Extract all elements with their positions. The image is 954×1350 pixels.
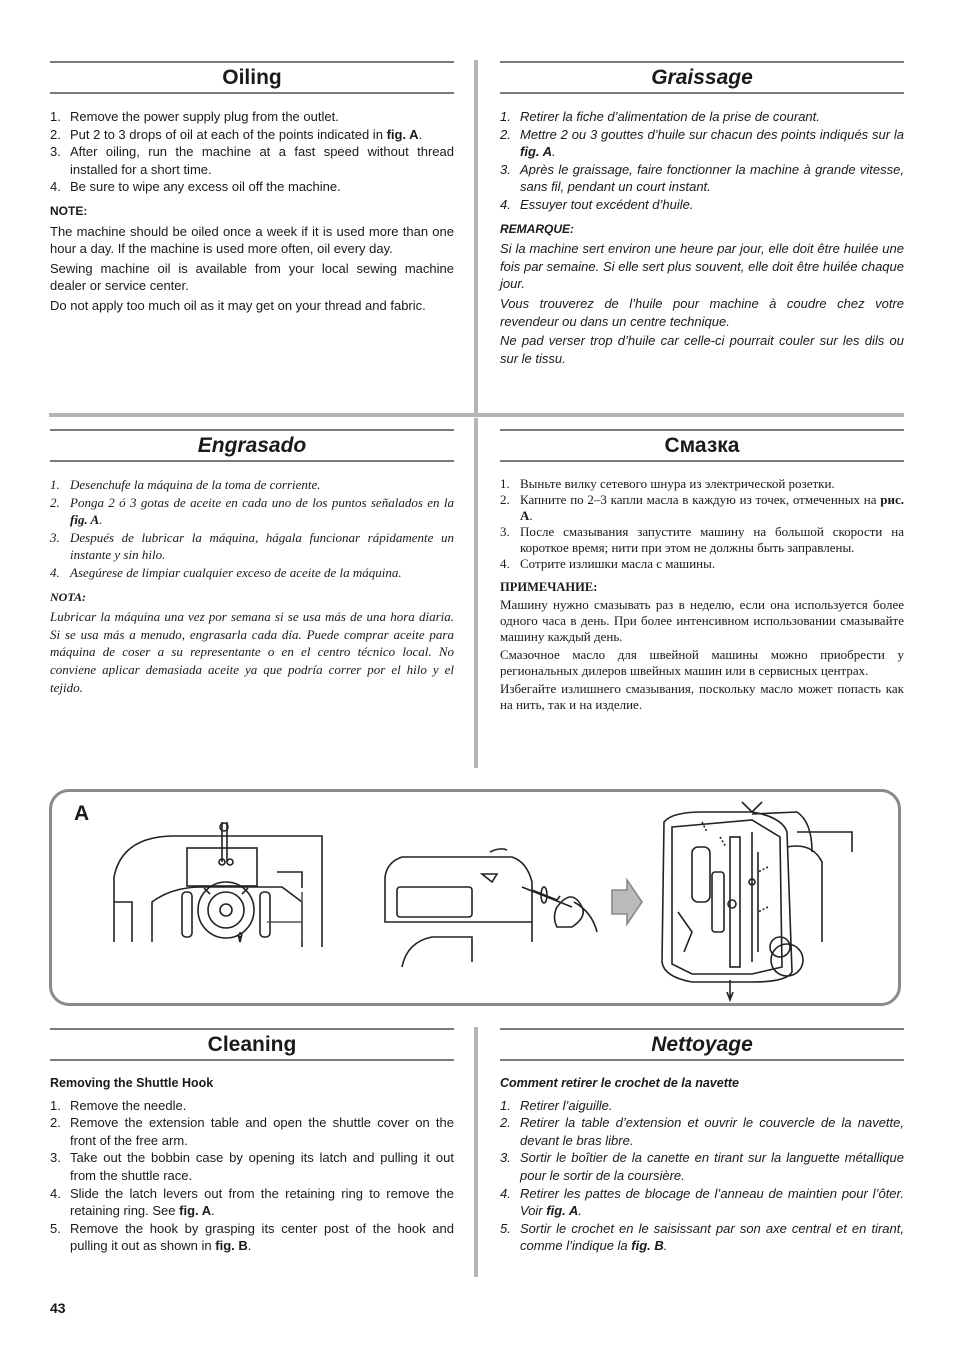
fig-reference: fig. A — [70, 512, 100, 528]
vertical-divider-bottom — [474, 1027, 478, 1277]
fig-reference: fig. A — [386, 126, 419, 142]
page-number: 43 — [50, 1300, 66, 1316]
oiling-illustration — [52, 792, 898, 1003]
note-paragraph: The machine should be oiled once a week if it is used more than one hour a day. If the machine is used more often, oil every day. — [50, 223, 454, 257]
list-item: 2. Remove the extension table and open the shuttle cover on the front of the free arm. — [50, 1115, 454, 1148]
list-item: 5. Sortir le crochet en le saisissant par son axe central et en tirant, comme l’indique la fig. B. — [500, 1220, 904, 1254]
note-title: NOTA: — [50, 589, 86, 604]
nettoyage-section — [500, 1028, 904, 1255]
engrasado-section — [50, 429, 454, 698]
side-mechanism-drawing — [662, 802, 852, 1000]
list-item: 1. Retirer la fiche d’alimentation de la prise de courant. — [500, 109, 820, 124]
fig-reference: fig. A — [546, 1203, 579, 1219]
fig-reference: рис. А — [520, 492, 905, 523]
fig-reference: fig. A — [179, 1203, 212, 1219]
list-item: 3. After oiling, run the machine at a fast speed without thread installed for a short time. — [50, 144, 454, 177]
list-item: 3. После смазывания запустите машину на большой скорости на короткое время; нити при этом не должны быть заправлены. — [500, 524, 904, 555]
vertical-divider-top — [474, 60, 478, 415]
nettoyage-steps — [500, 1097, 904, 1255]
note-title: NOTE: — [50, 203, 88, 218]
list-item: 1. Retirer l’aiguille. — [500, 1097, 613, 1113]
nettoyage-heading: Nettoyage — [500, 1028, 904, 1061]
arrow-icon — [612, 880, 642, 924]
note-paragraph: Ne pad verser trop d’huile car celle-ci pourrait couler sur les dils ou sur le tissu. — [500, 333, 904, 366]
note-title: REMARQUE: — [500, 221, 574, 236]
list-item: 2. Retirer la table d’extension et ouvrir le couvercle de la navette, devant le bras libre. — [500, 1115, 904, 1148]
oiling-heading: Oiling — [50, 61, 454, 94]
list-item: 5. Remove the hook by grasping its center post of the hook and pulling it out as shown in fig. B. — [50, 1220, 454, 1254]
note-paragraph: Избегайте излишнего смазывания, поскольку масло может попасть как на нить, так и на изделие. — [500, 681, 904, 712]
vertical-divider-middle — [474, 418, 478, 768]
list-item: 4. Сотрите излишки масла с машины. — [500, 556, 716, 571]
list-item: 4. Essuyer tout excédent d’huile. — [500, 196, 694, 212]
list-item: 4. Asegúrese de limpiar cualquier exceso de aceite de la máquina. — [50, 564, 402, 580]
list-item: 2. Put 2 to 3 drops of oil at each of the points indicated in fig. A. — [50, 126, 423, 142]
note-paragraph: Do not apply too much oil as it may get on your thread and fabric. — [50, 297, 426, 313]
list-item: 1. Remove the power supply plug from the outlet. — [50, 109, 339, 124]
figure-label: A — [74, 802, 90, 825]
cleaning-heading: Cleaning — [50, 1028, 454, 1061]
graissage-heading: Graissage — [500, 61, 904, 94]
figure-a-frame — [49, 789, 901, 1006]
list-item: 2. Капните по 2–3 капли масла в каждую из точек, отмеченных на рис. А. — [500, 492, 905, 523]
list-item: 4. Slide the latch levers out from the retaining ring to remove the retaining ring. See fig. A. — [50, 1185, 454, 1219]
smazka-heading: Смазка — [500, 429, 904, 462]
oiling-steps — [50, 108, 454, 196]
cleaning-steps — [50, 1097, 454, 1255]
smazka-section — [500, 429, 904, 715]
note-paragraph: Si la machine sert environ une heure par jour, elle doit être huilée une fois par semaine. Si elle sert plus souvent, elle doit être huilée chaque jour. — [500, 241, 904, 292]
oiling-section — [50, 61, 454, 317]
graissage-section — [500, 61, 904, 369]
graissage-steps — [500, 108, 904, 214]
list-item: 1. Remove the needle. — [50, 1097, 187, 1113]
fig-reference: fig. B — [215, 1238, 248, 1254]
list-item: 4. Be sure to wipe any excess oil off the machine. — [50, 179, 341, 195]
list-item: 1. Desenchufe la máquina de la toma de corriente. — [50, 477, 321, 492]
note-paragraph: Sewing machine oil is available from your local sewing machine dealer or service center. — [50, 260, 454, 294]
nettoyage-subtitle: Comment retirer le crochet de la navette — [500, 1076, 739, 1090]
list-item: 2. Ponga 2 ó 3 gotas de aceite en cada uno de los puntos señalados en la fig. A. — [50, 494, 454, 528]
list-item: 1. Выньте вилку сетевого шнура из электрической розетки. — [500, 476, 835, 491]
list-item: 3. Sortir le boîtier de la canette en tirant sur la languette métallique pour le sortir de la coursière. — [500, 1150, 904, 1183]
note-paragraph: Смазочное масло для швейной машины можно приобрести у региональных дилеров швейных машин или в сервисных центрах. — [500, 647, 904, 678]
cleaning-subtitle: Removing the Shuttle Hook — [50, 1076, 214, 1090]
note-paragraph: Vous trouverez de l’huile pour machine à coudre chez votre revendeur ou dans un centre technique. — [500, 295, 904, 329]
note-title: ПРИМЕЧАНИЕ: — [500, 580, 598, 594]
machine-arm-drawing — [385, 849, 597, 967]
hook-area-drawing — [114, 822, 322, 947]
list-item: 3. Después de lubricar la máquina, hágala funcionar rápidamente un instante y sin hilo. — [50, 529, 454, 563]
fig-reference: fig. A — [520, 144, 553, 160]
engrasado-steps — [50, 476, 454, 582]
note-paragraph: Lubricar la máquina una vez por semana si se usa más de una hora diaria. Si se usa más a menudo, engrasarla cada día. Puede comprar aceite para máquina de coser a su representante o en el centro técnico local. No conviene aplicar demasiada aceite ya que podría correr por el hilo y el tejido. — [50, 609, 454, 695]
smazka-steps — [500, 476, 904, 572]
fig-reference: fig. B — [631, 1238, 664, 1254]
note-paragraph: Машину нужно смазывать раз в неделю, если она используется более одного часа в день. При более интенсивном использовании смазывайте машину каждый день. — [500, 597, 904, 644]
list-item: 3. Take out the bobbin case by opening its latch and pulling it out from the shuttle race. — [50, 1150, 454, 1183]
list-item: 3. Après le graissage, faire fonctionner la machine à grande vitesse, sans fil, pendant un court instant. — [500, 161, 904, 195]
list-item: 2. Mettre 2 ou 3 gouttes d’huile sur chacun des points indiqués sur la fig. A. — [500, 126, 904, 160]
engrasado-heading: Engrasado — [50, 429, 454, 462]
cleaning-section — [50, 1028, 454, 1255]
list-item: 4. Retirer les pattes de blocage de l’anneau de maintien pour l’ôter. Voir fig. A. — [500, 1185, 904, 1219]
horizontal-divider — [49, 413, 904, 417]
